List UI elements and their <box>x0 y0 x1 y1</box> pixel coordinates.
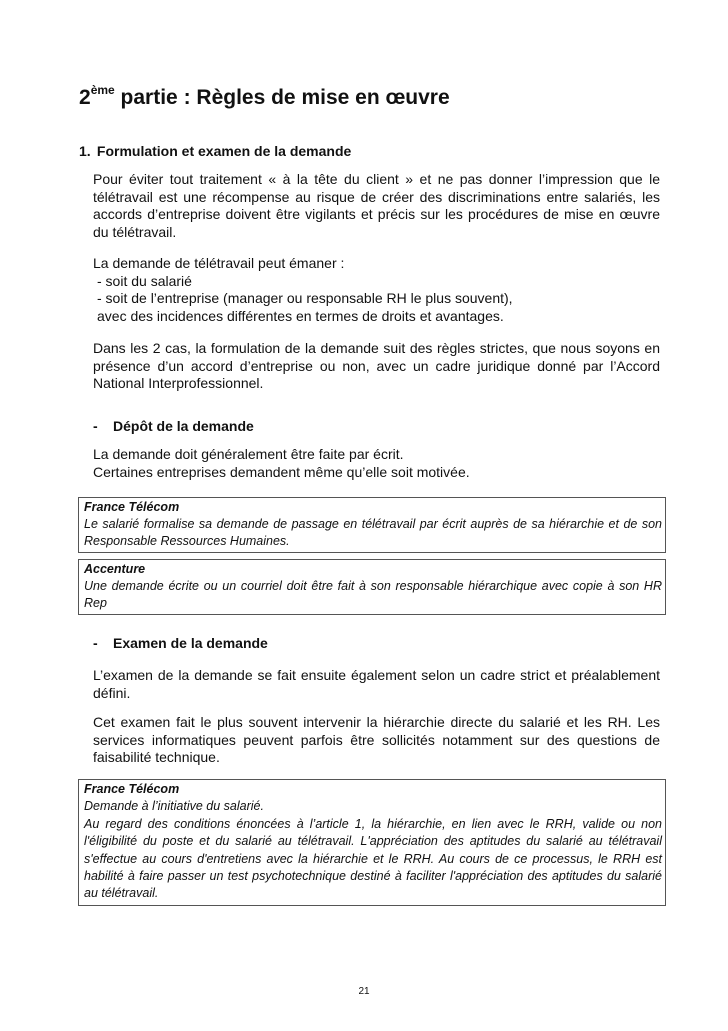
depot-line: La demande doit généralement être faite par écrit. <box>93 446 404 462</box>
examen-paragraph-1: L’examen de la demande se fait ensuite également selon un cadre strict et préalablement défini. <box>93 667 660 701</box>
company-name: France Télécom <box>84 500 180 514</box>
dash-bullet: - <box>93 635 98 651</box>
rules-paragraph: Dans les 2 cas, la formulation de la demande suit des règles strictes, que nous soyons en présence d’un accord d’entreprise ou non, avec un cadre juridique donné par l’Accord National Interprofessionnel. <box>93 340 660 392</box>
page-number: 21 <box>358 986 370 997</box>
title-text: partie : Règles de mise en œuvre <box>114 86 450 109</box>
company-name: Accenture <box>84 562 146 576</box>
list-item: - soit du salarié <box>97 272 192 289</box>
request-origin-paragraph <box>93 255 660 325</box>
page-title <box>79 83 450 110</box>
example-box-accenture <box>78 559 666 615</box>
subsection-heading-depot <box>93 418 254 434</box>
example-box-france-telecom <box>78 497 666 553</box>
example-text: Au regard des conditions énoncées à l’article 1, la hiérarchie, en lien avec le RRH, valide ou non l'éligibilité du poste et du salarié au télétravail. L'appréciation des aptitudes du salarié au télétravail s'effectue au cours d'entretiens avec la hiérarchie et le RRH. Au cours de ce processus, le RRH est habilité à faire passer un test psychotechnique destiné à faciliter l'appréciation des aptitudes du salarié au télétravail. <box>84 816 662 901</box>
depot-line: Certaines entreprises demandent même qu’elle soit motivée. <box>93 463 470 480</box>
example-text: Le salarié formalise sa demande de passage en télétravail par écrit auprès de sa hiérarchie et de son Responsable Ressources Humaines. <box>84 517 662 548</box>
example-box-france-telecom-examen <box>78 779 666 906</box>
examen-paragraph-2: Cet examen fait le plus souvent intervenir la hiérarchie directe du salarié et les RH. Les services informatiques peuvent parfois être sollicités notamment sur des questions de faisabilité technique. <box>93 714 660 766</box>
section-number: 1. <box>79 143 91 159</box>
company-name: France Télécom <box>84 782 180 796</box>
dash-bullet: - <box>93 418 98 434</box>
section-heading-text: Formulation et examen de la demande <box>96 143 352 159</box>
example-text: Une demande écrite ou un courriel doit être fait à son responsable hiérarchique avec copie à son HR Rep <box>84 579 662 610</box>
depot-paragraph <box>93 446 660 481</box>
request-origin-intro: La demande de télétravail peut émaner : <box>93 255 345 271</box>
list-item: - soit de l’entreprise (manager ou responsable RH le plus souvent), <box>97 290 513 307</box>
example-line: Demande à l’initiative du salarié. <box>84 799 264 814</box>
subsection-heading-text: Dépôt de la demande <box>113 418 254 434</box>
intro-paragraph: Pour éviter tout traitement « à la tête du client » et ne pas donner l’impression que le télétravail est une récompense au risque de créer des discriminations entre salariés, les accords d’entreprise doivent être vigilants et précis sur les procédures de mise en œuvre du télétravail. <box>93 171 660 240</box>
subsection-heading-examen <box>93 635 268 651</box>
subsection-heading-text: Examen de la demande <box>113 635 268 651</box>
title-number: 2 <box>79 86 91 109</box>
title-superscript: ème <box>90 83 115 97</box>
section-heading <box>79 143 351 159</box>
request-origin-outro: avec des incidences différentes en termes de droits et avantages. <box>97 307 504 324</box>
